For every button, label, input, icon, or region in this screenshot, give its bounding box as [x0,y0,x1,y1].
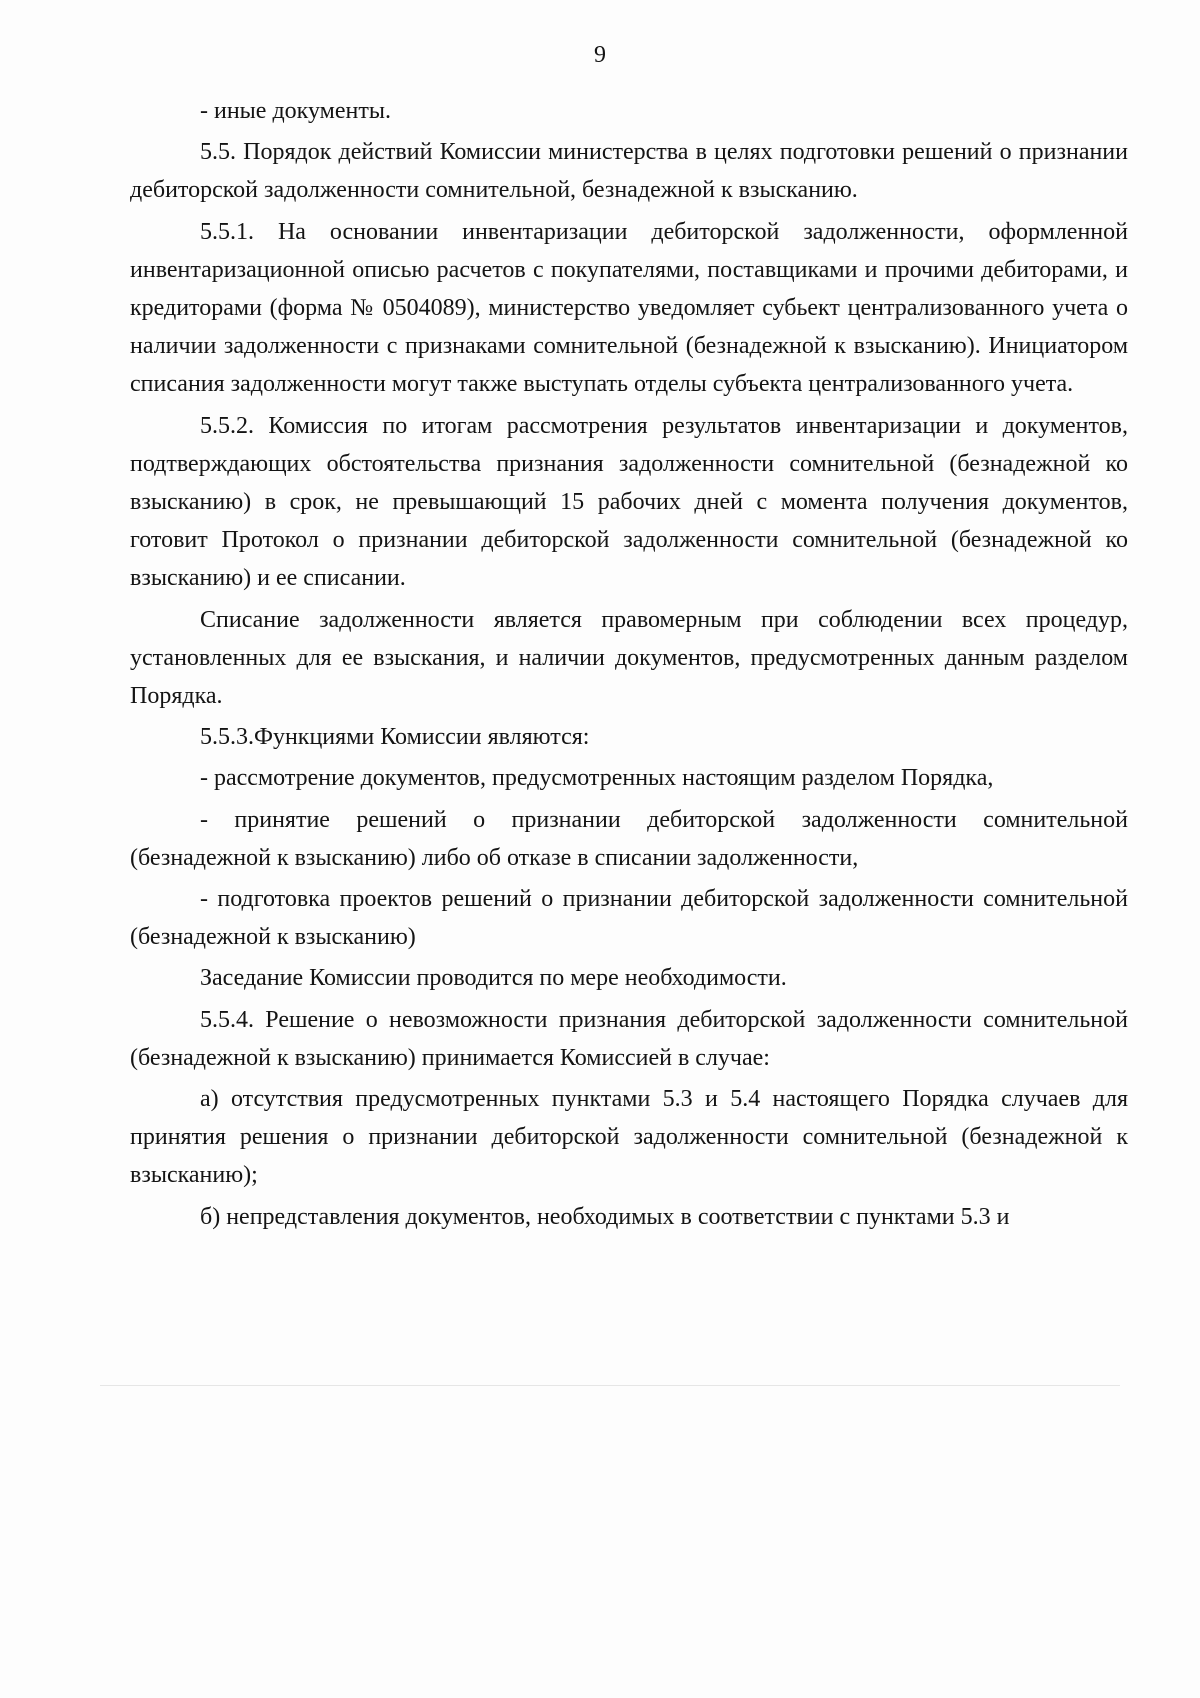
paragraph-5-5-1: 5.5.1. На основании инвентаризации дебиторской задолженности, оформленной инвентаризационной описью расчетов с покупателями, поставщиками и прочими дебиторами, и кредиторами (форма № 0504089), министерство уведомляет субьект централизованного учета о наличии задолженности с признаками сомнительной (безнадежной к взысканию). Инициатором списания задолженности могут также выступать отделы субъекта централизованного учета. [130,218,1128,398]
paragraph-5-5: 5.5. Порядок действий Комиссии министерства в целях подготовки решений о признании дебиторской задолженности сомнительной, безнадежной к взысканию. [130,139,1128,204]
list-item-prepare-drafts: - подготовка проектов решений о признании дебиторской задолженности сомнительной (безнадежной к взысканию) [130,886,1128,951]
page-number: 9 [594,42,606,68]
list-item-b: б) непредставления документов, необходимых в соответствии с пунктами 5.3 и [200,1203,1010,1230]
scan-divider [100,1385,1120,1386]
list-item-a: а) отсутствия предусмотренных пунктами 5.3 и 5.4 настоящего Порядка случаев для принятия решения о признании дебиторской задолженности сомнительной (безнадежной к взысканию); [130,1086,1128,1189]
paragraph-meeting: Заседание Комиссии проводится по мере необходимости. [200,965,787,992]
paragraph-5-5-2: 5.5.2. Комиссия по итогам рассмотрения результатов инвентаризации и документов, подтверждающих обстоятельства признания задолженности сомнительной (безнадежной ко взысканию) в срок, не превышающий 15 рабочих дней с момента получения документов, готовит Протокол о признании дебиторской задолженности сомнительной (безнадежной ко взысканию) и ее списании. [130,412,1128,592]
paragraph-write-off-lawful: Списание задолженности является правомерным при соблюдении всех процедур, установленных для ее взыскания, и наличии документов, предусмотренных данным разделом Порядка. [130,606,1128,710]
document-body [130,92,1128,1239]
paragraph-other-documents: - иные документы. [200,98,391,124]
list-item-make-decisions: - принятие решений о признании дебиторской задолженности сомнительной (безнадежной к взысканию) либо об отказе в списании задолженности, [130,806,1128,871]
list-item-review-documents: - рассмотрение документов, предусмотренных настоящим разделом Порядка, [200,765,994,792]
paragraph-5-5-4: 5.5.4. Решение о невозможности признания дебиторской задолженности сомнительной (безнадежной к взысканию) принимается Комиссией в случае: [130,1006,1128,1071]
paragraph-5-5-3: 5.5.3.Функциями Комиссии являются: [200,724,590,751]
